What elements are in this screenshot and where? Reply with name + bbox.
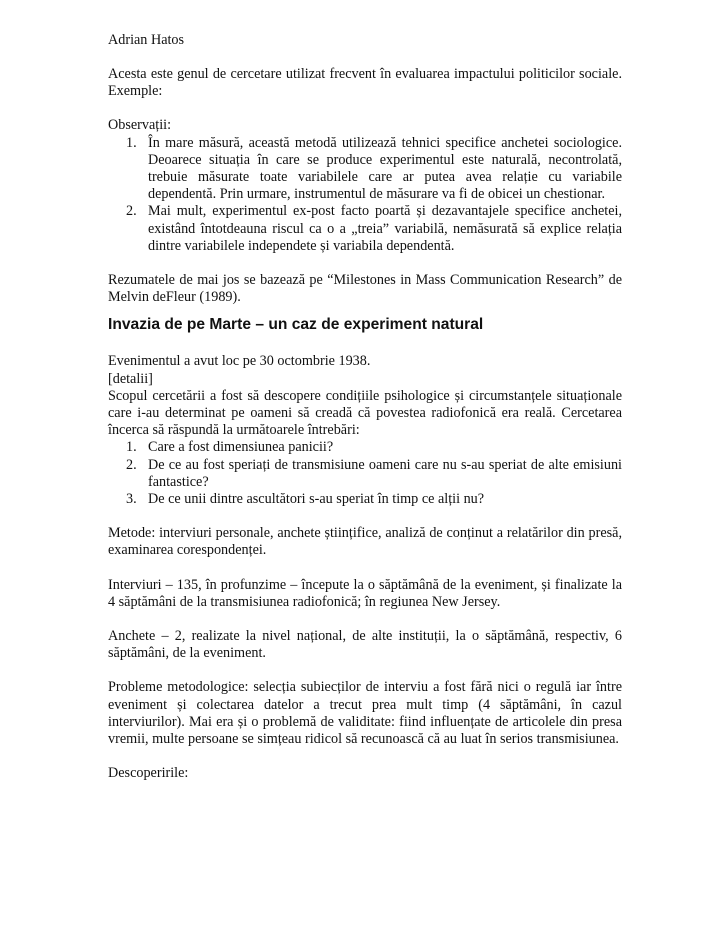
spacer — [108, 560, 622, 577]
list-number: 1. — [126, 134, 137, 151]
findings-label: Descoperirile: — [108, 765, 189, 782]
spacer — [108, 611, 622, 628]
document-page — [108, 32, 622, 783]
author-header: Adrian Hatos — [108, 32, 185, 48]
purpose-paragraph: Scopul cercetării a fost să descopere condițiile psihologice și circumstanțele situaționale care i-au determinat pe oameni să creadă că povestea radiofonică era reală. Cercetarea încerca să răspundă la următoarele întrebări: — [108, 387, 622, 439]
spacer — [108, 306, 622, 315]
questions-list — [108, 439, 622, 508]
list-item-text: Care a fost dimensiunea panicii? — [148, 439, 334, 456]
spacer — [108, 508, 622, 525]
surveys-paragraph: Anchete – 2, realizate la nivel național, de alte instituții, la o săptămână, respectiv, 6 săptămâni, de la eveniment. — [108, 628, 622, 662]
spacer — [108, 335, 622, 353]
list-item — [108, 135, 622, 204]
list-number: 2. — [126, 203, 137, 220]
spacer — [108, 255, 622, 272]
observations-list — [108, 135, 622, 255]
list-item — [108, 491, 622, 508]
list-item-text: De ce au fost speriați de transmisiune oameni care nu s-au speriat de alte emisiuni fantastice? — [148, 456, 622, 490]
methods-paragraph: Metode: interviuri personale, anchete științifice, analiză de conținut a relatărilor din presă, examinarea corespondenței. — [108, 525, 622, 559]
list-number: 2. — [126, 456, 137, 473]
list-number: 3. — [126, 491, 137, 508]
list-number: 1. — [126, 439, 137, 456]
list-item — [108, 203, 622, 255]
list-item-text: De ce unii dintre ascultători s-au speriat în timp ce alții nu? — [148, 491, 485, 508]
spacer — [108, 748, 622, 765]
list-item — [108, 457, 622, 491]
event-date-line: Evenimentul a avut loc pe 30 octombrie 1938. — [108, 353, 371, 370]
observations-title: Observații: — [108, 117, 172, 134]
spacer — [108, 662, 622, 679]
spacer — [108, 49, 622, 66]
interviews-paragraph: Interviuri – 135, în profunzime – începute la o săptămână de la eveniment, și finalizate la 4 săptămâni de la transmisiunea radiofonică; în regiunea New Jersey. — [108, 576, 622, 610]
section-heading: Invazia de pe Marte – un caz de experiment natural — [108, 316, 484, 334]
spacer — [108, 100, 622, 117]
details-link[interactable]: [detalii] — [108, 370, 153, 387]
list-item-text: În mare măsură, această metodă utilizează tehnici specifice anchetei sociologice. Deoarece situația în care se produce experimentul este naturală, necontrolată, trebuie măsurate toate variabilele care ar putea avea relație cu variabile dependentă. Prin urmare, instrumentul de măsurare va fi de obicei un chestionar. — [148, 134, 622, 203]
source-note: Rezumatele de mai jos se bazează pe “Milestones in Mass Communication Research” de Melvin deFleur (1989). — [108, 272, 622, 306]
list-item-text: Mai mult, experimentul ex-post facto poartă și dezavantajele specifice anchetei, existând întotdeauna riscul ca o a „treia” variabilă, nemăsurată să explice relația dintre variabilele independete și variabila dependentă. — [148, 203, 622, 254]
problems-paragraph: Probleme metodologice: selecția subiecților de interviu a fost fără nici o regulă iar între eveniment și colectarea datelor a trecut prea mult timp (4 săptămâni, în cazul interviurilor). Mai era și o problemă de validitate: fiind influențate de articolele din presa vremii, multe persoane se simțeau ridicol să recunoască că au luat în serios transmisiunea. — [108, 679, 622, 748]
intro-paragraph: Acesta este genul de cercetare utilizat frecvent în evaluarea impactului politicilor sociale. Exemple: — [108, 66, 622, 100]
list-item — [108, 439, 622, 456]
